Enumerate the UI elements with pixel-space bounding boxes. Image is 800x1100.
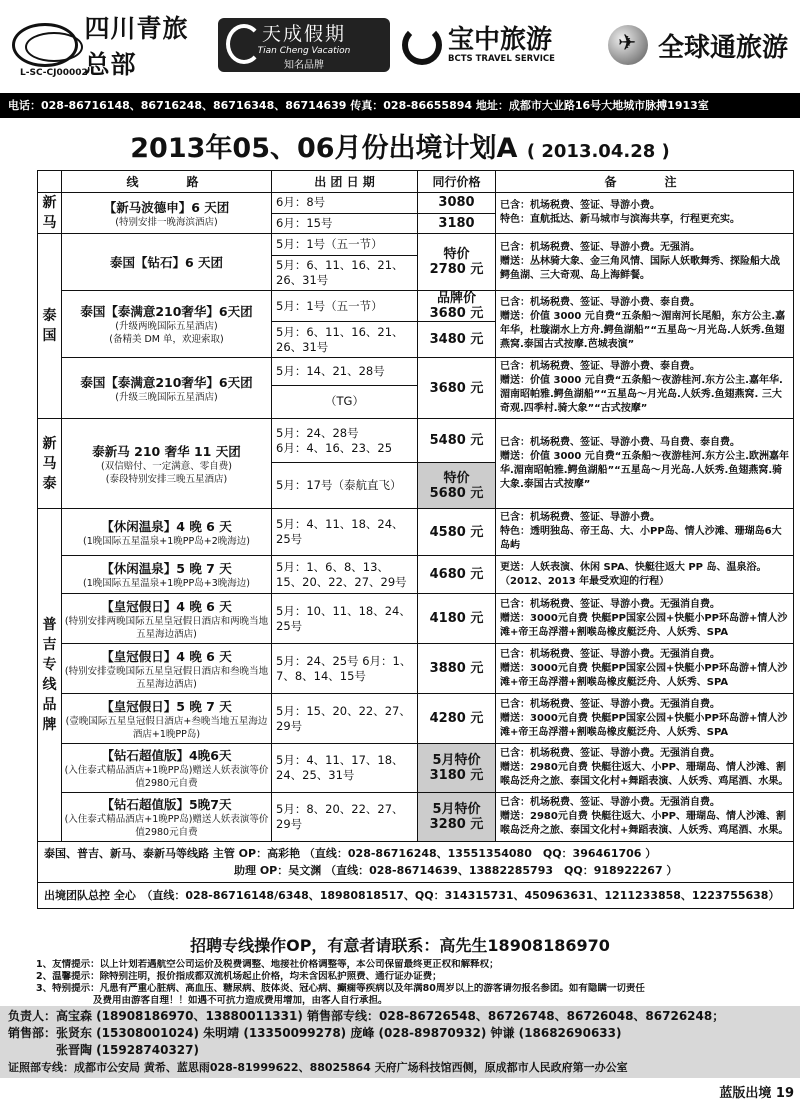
- route-sub: (备精美 DM 单，欢迎索取): [109, 334, 224, 345]
- notes-cell: [496, 234, 794, 291]
- header-blank: [38, 171, 62, 193]
- table-row: [38, 694, 794, 744]
- note-line: 已含：机场税费、签证、导游小费。: [500, 512, 660, 523]
- route-name: 泰国【泰满意210奢华】6天团: [80, 374, 253, 390]
- dates-cell: 6月：15号: [272, 213, 418, 234]
- route-cell: [62, 358, 272, 419]
- table-row: [38, 744, 794, 793]
- note-line: 已含：机场税费、签证、导游小费。无强消。: [500, 242, 700, 253]
- route-cell: [62, 694, 272, 744]
- ops-line: 助理 OP：吴文渊 （直线：028-86714639、13882285793 QQ：918922267 ）: [234, 864, 678, 877]
- price-value: 5680 元: [429, 485, 484, 501]
- price-label: 特价: [443, 470, 470, 486]
- header-dates: 出 团 日 期: [272, 171, 418, 193]
- note-line: 已含：机场税费、签证、导游小费。无强消自费。: [500, 598, 720, 610]
- title-date: ( 2013.04.28 ): [526, 141, 670, 162]
- price-cell: 3180: [418, 213, 496, 234]
- tiancheng-en: Tian Cheng Vacation: [257, 46, 351, 56]
- license-number: L-SC-CJ00002: [20, 68, 88, 78]
- route-cell: [62, 419, 272, 509]
- tip-line: 1、友情提示：以上计划若遇航空公司运价及税费调整、地接社价格调整等，本公司保留最终更正权和解释权；: [36, 959, 499, 970]
- date-line: 6月：4、16、23、25: [276, 440, 393, 455]
- bcts-swirl-icon: [402, 25, 442, 65]
- notes-cell: [496, 644, 794, 694]
- note-line: 已含：机场税费、签证、导游小费、泰自费。: [500, 297, 700, 308]
- table-row: [38, 234, 794, 256]
- table-row: [38, 644, 794, 694]
- route-name: 泰国【钻石】6 天团: [109, 255, 224, 270]
- dates-cell: 5月：6、11、16、21、26、31号: [272, 322, 418, 358]
- notes-cell: [496, 291, 794, 358]
- note-line: 已含：机场税费、签证、导游小费。无强消自费。: [500, 797, 720, 808]
- route-cell: [62, 509, 272, 556]
- globe-icon: [12, 23, 78, 67]
- note-line: 已含：机场税费、签证、导游小费。: [500, 200, 660, 211]
- price-cell: 3480 元: [418, 322, 496, 358]
- note-line: 赠送：3000元自费 快艇PP国家公园+快艇小PP环岛游+情人沙滩+帝王岛浮潜+割喉岛橡皮艇泛舟、人妖秀、SPA: [500, 712, 788, 738]
- note-line: （2012、2013 年最受欢迎的行程）: [500, 575, 670, 587]
- price-value: 3280 元: [429, 817, 484, 832]
- price-cell: 3880 元: [418, 644, 496, 694]
- table-header-row: [38, 171, 794, 193]
- table-row: [38, 556, 794, 594]
- dates-cell: （TG）: [272, 385, 418, 418]
- control-line: 出境团队总控 全心 （直线：028-86716148/6348、18980818517、QQ：314315731、450963631、1211233858、1223755638）: [38, 883, 794, 909]
- plane-globe-icon: [608, 25, 648, 65]
- table-row: [38, 291, 794, 322]
- route-name: 【皇冠假日】5 晚 7 天: [101, 698, 232, 714]
- route-cell: [62, 234, 272, 291]
- notes-cell: [496, 358, 794, 419]
- price-cell: 4180 元: [418, 594, 496, 644]
- page-number: 蓝版出境 19: [719, 1086, 794, 1100]
- footer-contacts: [0, 1006, 800, 1078]
- route-name: 【新马波德申】6 天团: [103, 199, 230, 215]
- bcts-en: BCTS TRAVEL SERVICE: [448, 54, 555, 64]
- price-cell: 4280 元: [418, 694, 496, 744]
- notes-cell: [496, 694, 794, 744]
- tip-line: 及费用由游客自理！！如遇不可抗力造成费用增加，由客人自行承担。: [36, 995, 388, 1006]
- ops-contacts: [38, 842, 794, 883]
- price-cell: 3080: [418, 193, 496, 214]
- route-sub: (壹晚国际五星皇冠假日酒店+叁晚当地五星海边酒店+1晚PP岛): [65, 715, 268, 740]
- notes-cell: [496, 193, 794, 234]
- price-label: 特价: [443, 247, 470, 262]
- note-line: 特色：直航抵达、新马城市与滨海共享，行程更充实。: [500, 214, 740, 225]
- region-phuket: 普吉专线品牌: [38, 509, 62, 842]
- dates-cell: 5月：1、6、8、13、15、20、22、27、29号: [272, 556, 418, 594]
- note-line: 已含：机场税费、签证、导游小费。无强消自费。: [500, 748, 720, 759]
- route-name: 【钻石超值版】5晚7天: [101, 797, 232, 812]
- dates-cell: 5月：1号（五一节）: [272, 291, 418, 322]
- note-line: 赠送：价值 3000 元自费“五条船～夜游桂河.东方公主.嘉年华.湄南昭帕雅.鳄鱼湖船”“五星岛～月光岛.人妖秀.鱼翅燕窝. 三大奇观.四季村.骑大象”“古式按摩”: [500, 375, 783, 414]
- dates-cell: 5月：24、25号 6月：1、7、8、14、15号: [272, 644, 418, 694]
- note-line: 已含：机场税费、签证、导游小费。无强消自费。: [500, 648, 720, 660]
- route-sub: (入住泰式精品酒店+1晚PP岛)赠送人妖表演等价值2980元自费: [64, 765, 269, 789]
- table-row: [38, 358, 794, 386]
- route-cell: [62, 793, 272, 842]
- route-name: 泰国【泰满意210奢华】6天团: [80, 304, 253, 319]
- recruit-banner: 招聘专线操作OP，有意者请联系：高先生18908186970: [190, 936, 610, 955]
- tips-block: [36, 959, 791, 1007]
- route-sub: (泰段特别安排三晚五星酒店): [105, 473, 228, 485]
- price-value: 3180 元: [429, 768, 484, 783]
- tour-plan-table: [37, 170, 794, 909]
- route-sub: (特别安排一晚海滨酒店): [115, 216, 218, 228]
- footer-line: 证照部专线：成都市公安局 黄希、蓝思雨028-81999622、88025864 天府广场科技馆西侧，原成都市人民政府第一办公室: [8, 1061, 628, 1074]
- route-sub: (双信赔付、一定满意、零自费): [101, 460, 232, 472]
- dates-cell: 5月：8、20、22、27、29号: [272, 793, 418, 842]
- note-line: 赠送：2980元自费 快艇往返大、小PP、珊瑚岛、情人沙滩、割喉岛泛舟之旅、泰国文化村+舞蹈表演、人妖秀、鸡尾酒、水果。: [500, 762, 789, 787]
- region-thai: 泰国: [38, 234, 62, 419]
- route-name: 【皇冠假日】4 晚 6 天: [101, 648, 232, 664]
- tiancheng-logo: [218, 18, 390, 72]
- price-value: 3680 元: [429, 306, 484, 321]
- contact-bar: 电话：028-86716148、86716248、86716348、86714639 传真：028-86655894 地址：成都市大业路16号大地城市脉搏1913室: [0, 93, 800, 118]
- route-name: 【钻石超值版】4晚6天: [101, 748, 232, 763]
- table-row: [38, 793, 794, 842]
- notes-cell: [496, 419, 794, 509]
- route-name: 【休闲温泉】5 晚 7 天: [101, 561, 232, 576]
- route-cell: [62, 193, 272, 234]
- route-cell: [62, 644, 272, 694]
- price-cell: 5480 元: [418, 419, 496, 463]
- route-name: 【休闲温泉】4 晚 6 天: [101, 518, 232, 534]
- note-line: 已含：机场税费、签证、导游小费、泰自费。: [500, 361, 700, 372]
- date-line: 5月：24、28号: [276, 425, 359, 440]
- table-row: [38, 594, 794, 644]
- header-notes: 备 注: [496, 171, 794, 193]
- price-label: 品牌价: [436, 291, 476, 306]
- region-xinma: 新马: [38, 193, 62, 234]
- route-sub: (1晚国际五星温泉+1晚PP岛+3晚海边): [83, 578, 250, 589]
- dates-cell: 5月：6、11、16、21、26、31号: [272, 256, 418, 291]
- note-line: 赠送：价值 3000 元自费“五条船～湄南河长尾船，东方公主.嘉年华，杜璇湖水上方舟.鳄鱼湖船”“五星岛～月光岛.人妖秀.鱼翅燕窝.泰国古式按摩.芭城表演”: [500, 311, 786, 350]
- ops-line: 泰国、普吉、新马、泰新马等线路 主管 OP：高彩艳 （直线：028-86716248、13551354080 QQ：396461706 ）: [44, 847, 657, 860]
- price-cell: [418, 234, 496, 291]
- footer-line: 负责人：高宝森 (18908186970、13880011331) 销售部专线：028-86726548、86726748、86726048、86726248；: [8, 1009, 725, 1023]
- c-swoosh-icon: [226, 24, 262, 64]
- route-sub: (1晚国际五星温泉+1晚PP岛+2晚海边): [83, 535, 250, 547]
- dates-cell: 5月：4、11、17、18、24、25、31号: [272, 744, 418, 793]
- table-row: [38, 419, 794, 463]
- note-line: 已含：机场税费、签证、导游小费。无强消自费。: [500, 698, 720, 710]
- table-row: [38, 842, 794, 883]
- price-label: 5月特价: [432, 753, 481, 768]
- route-sub: (升级三晚国际五星酒店): [115, 391, 218, 403]
- note-line: 赠送：价值 3000 元自费“五条船～夜游桂河.东方公主.欧洲嘉年华.湄南昭帕雅.鳄鱼湖船”“五星岛～月光岛.人妖秀.鱼翅燕窝.骑大象.泰国古式按摩”: [500, 450, 789, 490]
- note-line: 赠送：3000元自费 快艇PP国家公园+快艇小PP环岛游+情人沙滩+帝王岛浮潜+割喉岛橡皮艇泛舟、人妖秀、SPA: [500, 662, 788, 688]
- note-line: 更送：人妖表演、休闲 SPA、快艇往返大 PP 岛、温泉浴。: [500, 561, 767, 573]
- notes-cell: [496, 509, 794, 556]
- route-sub: (升级两晚国际五星酒店): [115, 321, 218, 332]
- notes-cell: [496, 793, 794, 842]
- header-price: 同行价格: [418, 171, 496, 193]
- route-sub: (入住泰式精品酒店+1晚PP岛)赠送人妖表演等价值2980元自费: [64, 814, 269, 838]
- bcts-logo: [402, 14, 602, 76]
- tip-line: 3、特别提示：凡患有严重心脏病、高血压、糖尿病、肢体炎、冠心病、癫痫等疾病以及年满80周岁以上的游客请勿报名参团。如有隐瞒一切责任: [36, 983, 645, 994]
- header-route: 线 路: [62, 171, 272, 193]
- header: [0, 0, 800, 90]
- price-cell: [418, 291, 496, 322]
- dates-cell: 5月：1号（五一节）: [272, 234, 418, 256]
- price-cell: [418, 793, 496, 842]
- notes-cell: [496, 594, 794, 644]
- route-cell: [62, 291, 272, 358]
- cyts-logo: [12, 14, 212, 79]
- footer-line: 销售部：张贤东 (15308001024) 朱明靖 (13350099278) 庞峰 (028-89870932) 钟谦 (18682690633): [8, 1026, 622, 1040]
- table-row: [38, 193, 794, 214]
- route-name: 泰新马 210 奢华 11 天团: [92, 443, 241, 459]
- note-line: 赠送：2980元自费 快艇往返大、小PP、珊瑚岛、情人沙滩、割喉岛泛舟之旅、泰国文化村+舞蹈表演、人妖秀、鸡尾酒、水果。: [500, 811, 789, 836]
- dates-cell: 6月：8号: [272, 193, 418, 214]
- dates-cell: 5月：15、20、22、27、29号: [272, 694, 418, 744]
- note-line: 已含：机场税费、签证、导游小费、马自费、泰自费。: [500, 436, 740, 448]
- tip-line: 2、温馨提示：除特别注明，报价指成都双流机场起止价格，均未含因私护照费、通行证办证费；: [36, 971, 442, 982]
- note-line: 特色：透明独岛、帝王岛、大、小PP岛、情人沙滩、珊瑚岛6大岛屿: [500, 526, 782, 551]
- globalpass-logo: [608, 14, 798, 76]
- price-cell: 4680 元: [418, 556, 496, 594]
- notes-cell: [496, 556, 794, 594]
- title-main: 2013年05、06月份出境计划A: [130, 133, 518, 164]
- price-cell: 3680 元: [418, 358, 496, 419]
- dates-cell: 5月：17号（泰航直飞）: [272, 463, 418, 509]
- dates-cell: 5月：10、11、18、24、25号: [272, 594, 418, 644]
- dates-cell: 5月：14、21、28号: [272, 358, 418, 386]
- region-xinmatai: 新马泰: [38, 419, 62, 509]
- footer-line: 张晋陶 (15928740327): [8, 1043, 199, 1057]
- page-title: [0, 126, 800, 165]
- phuket-rows: [38, 509, 794, 842]
- tiancheng-tag: 知名品牌: [284, 60, 324, 71]
- route-name: 【皇冠假日】4 晚 6 天: [101, 598, 232, 614]
- price-label: 5月特价: [432, 802, 481, 817]
- table-row: [38, 883, 794, 909]
- price-value: 2780 元: [429, 262, 484, 277]
- price-cell: 4580 元: [418, 509, 496, 556]
- globalpass-cn: 全球通旅游: [658, 32, 789, 63]
- notes-cell: [496, 744, 794, 793]
- table-row: [38, 509, 794, 556]
- route-cell: [62, 594, 272, 644]
- price-cell: [418, 463, 496, 509]
- route-cell: [62, 556, 272, 594]
- dates-cell: 5月：4、11、18、24、25号: [272, 509, 418, 556]
- note-line: 赠送：3000元自费 快艇PP国家公园+快艇小PP环岛游+情人沙滩+帝王岛浮潜+割喉岛橡皮艇泛舟、人妖秀、SPA: [500, 612, 788, 638]
- price-cell: [418, 744, 496, 793]
- tiancheng-cn: 天成假期: [261, 23, 346, 45]
- dates-cell: [272, 419, 418, 463]
- note-line: 赠送：丛林骑大象、金三角风情、国际人妖歌舞秀、探险船大战鳄鱼湖、三大奇观、岛上海鲜餐。: [500, 256, 780, 281]
- route-sub: (特别安排两晚国际五星皇冠假日酒店和两晚当地五星海边酒店): [64, 615, 269, 640]
- cyts-name: 四川青旅总部: [84, 14, 189, 79]
- bcts-cn: 宝中旅游: [448, 25, 553, 55]
- route-cell: [62, 744, 272, 793]
- route-sub: (特别安排壹晚国际五星皇冠假日酒店和叁晚当地五星海边酒店): [64, 665, 269, 690]
